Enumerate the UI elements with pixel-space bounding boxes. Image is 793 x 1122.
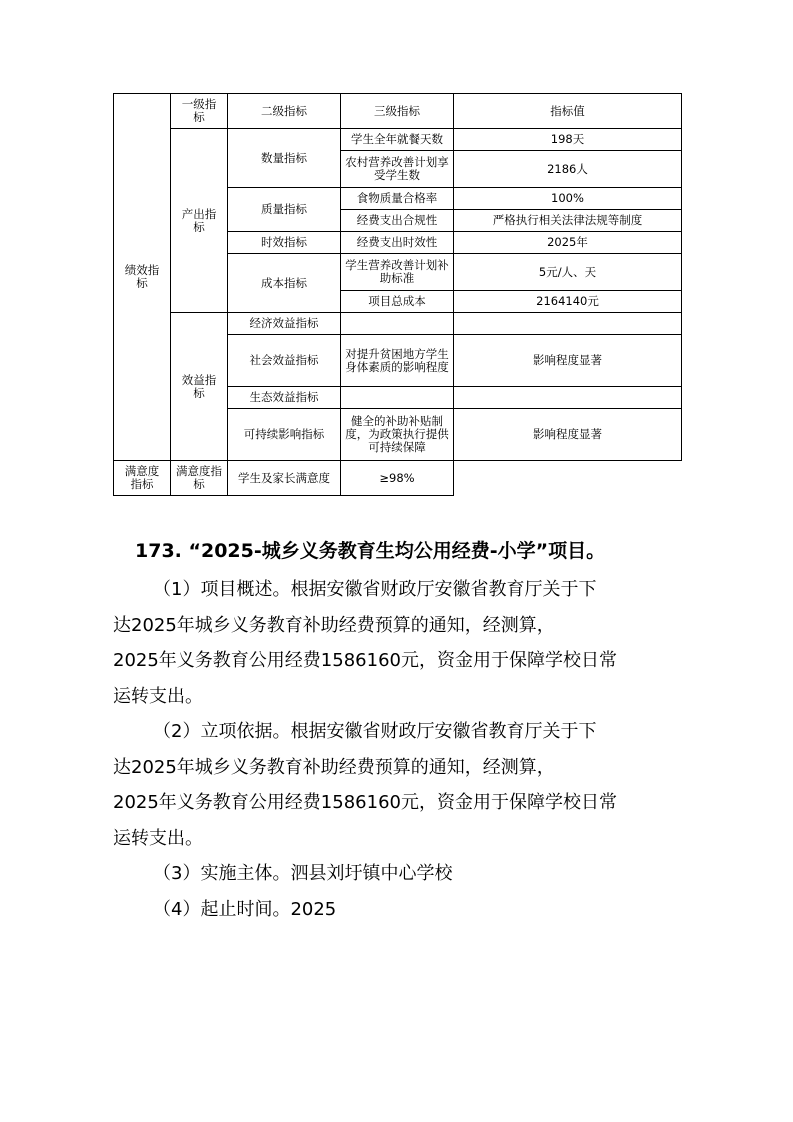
paragraph-line: （4）起止时间。2025 <box>153 899 337 920</box>
level3-cell: 农村营养改善计划享受学生数 <box>341 151 454 188</box>
group-benefit: 效益指标 <box>171 313 228 461</box>
value-cell: 198天 <box>454 129 682 151</box>
table-row <box>114 461 682 496</box>
section-heading: 173. “2025-城乡义务教育生均公用经费-小学”项目。 <box>135 540 606 562</box>
paragraph-line: 达2025年城乡义务教育补助经费预算的通知，经测算， <box>113 756 555 778</box>
paragraph-line: 运转支出。 <box>113 685 203 707</box>
header-level1: 一级指标 <box>171 94 228 129</box>
level3-cell: 学生全年就餐天数 <box>341 129 454 151</box>
paragraph-line: （3）实施主体。泗县刘圩镇中心学校 <box>153 863 453 884</box>
level2-quantity: 数量指标 <box>228 129 341 188</box>
level2-ecological: 生态效益指标 <box>228 387 341 409</box>
level2-economic: 经济效益指标 <box>228 313 341 335</box>
value-cell: ≥98% <box>341 461 454 496</box>
level2-social: 社会效益指标 <box>228 335 341 387</box>
value-cell: 影响程度显著 <box>454 409 682 461</box>
level2-sustainable: 可持续影响指标 <box>228 409 341 461</box>
value-cell: 5元/人、天 <box>454 254 682 291</box>
level3-cell: 食物质量合格率 <box>341 188 454 210</box>
header-level3: 三级指标 <box>341 94 454 129</box>
header-value: 指标值 <box>454 94 682 129</box>
level3-cell: 学生营养改善计划补助标准 <box>341 254 454 291</box>
paragraph-line: （1）项目概述。根据安徽省财政厅安徽省教育厅关于下 <box>153 579 597 600</box>
level2-quality: 质量指标 <box>228 188 341 232</box>
level3-cell: 项目总成本 <box>341 291 454 313</box>
value-cell: 2186人 <box>454 151 682 188</box>
level2-timeliness: 时效指标 <box>228 232 341 254</box>
value-cell <box>454 313 682 335</box>
value-cell: 2025年 <box>454 232 682 254</box>
level3-cell: 健全的补助补贴制度，为政策执行提供可持续保障 <box>341 409 454 461</box>
paragraph-line: 2025年义务教育公用经费1586160元，资金用于保障学校日常 <box>113 650 617 671</box>
performance-label-cell: 绩效指标 <box>114 94 171 461</box>
paragraph-line: 达2025年城乡义务教育补助经费预算的通知，经测算， <box>113 614 555 636</box>
value-cell: 100% <box>454 188 682 210</box>
header-level2: 二级指标 <box>228 94 341 129</box>
value-cell: 2164140元 <box>454 291 682 313</box>
table-row <box>114 129 682 151</box>
table-row <box>114 313 682 335</box>
level3-cell: 经费支出合规性 <box>341 210 454 232</box>
value-cell: 严格执行相关法律法规等制度 <box>454 210 682 232</box>
paragraph-implementer <box>113 856 683 892</box>
paragraph-basis <box>113 714 683 856</box>
performance-indicator-table <box>113 93 682 496</box>
level3-cell: 学生及家长满意度 <box>228 461 341 496</box>
paragraph-line: 运转支出。 <box>113 827 203 849</box>
group-satisfaction: 满意度指标 <box>114 461 171 496</box>
paragraph-period <box>113 892 683 928</box>
group-output: 产出指标 <box>171 129 228 313</box>
level2-cost: 成本指标 <box>228 254 341 313</box>
paragraph-line: 2025年义务教育公用经费1586160元，资金用于保障学校日常 <box>113 792 617 813</box>
level3-cell <box>341 387 454 409</box>
level3-cell <box>341 313 454 335</box>
paragraph-overview <box>113 572 683 714</box>
level3-cell: 对提升贫困地方学生身体素质的影响程度 <box>341 335 454 387</box>
value-cell <box>454 387 682 409</box>
level2-satisfaction: 满意度指标 <box>171 461 228 496</box>
table-header-row <box>114 94 682 129</box>
value-cell: 影响程度显著 <box>454 335 682 387</box>
paragraph-line: （2）立项依据。根据安徽省财政厅安徽省教育厅关于下 <box>153 721 597 742</box>
level3-cell: 经费支出时效性 <box>341 232 454 254</box>
